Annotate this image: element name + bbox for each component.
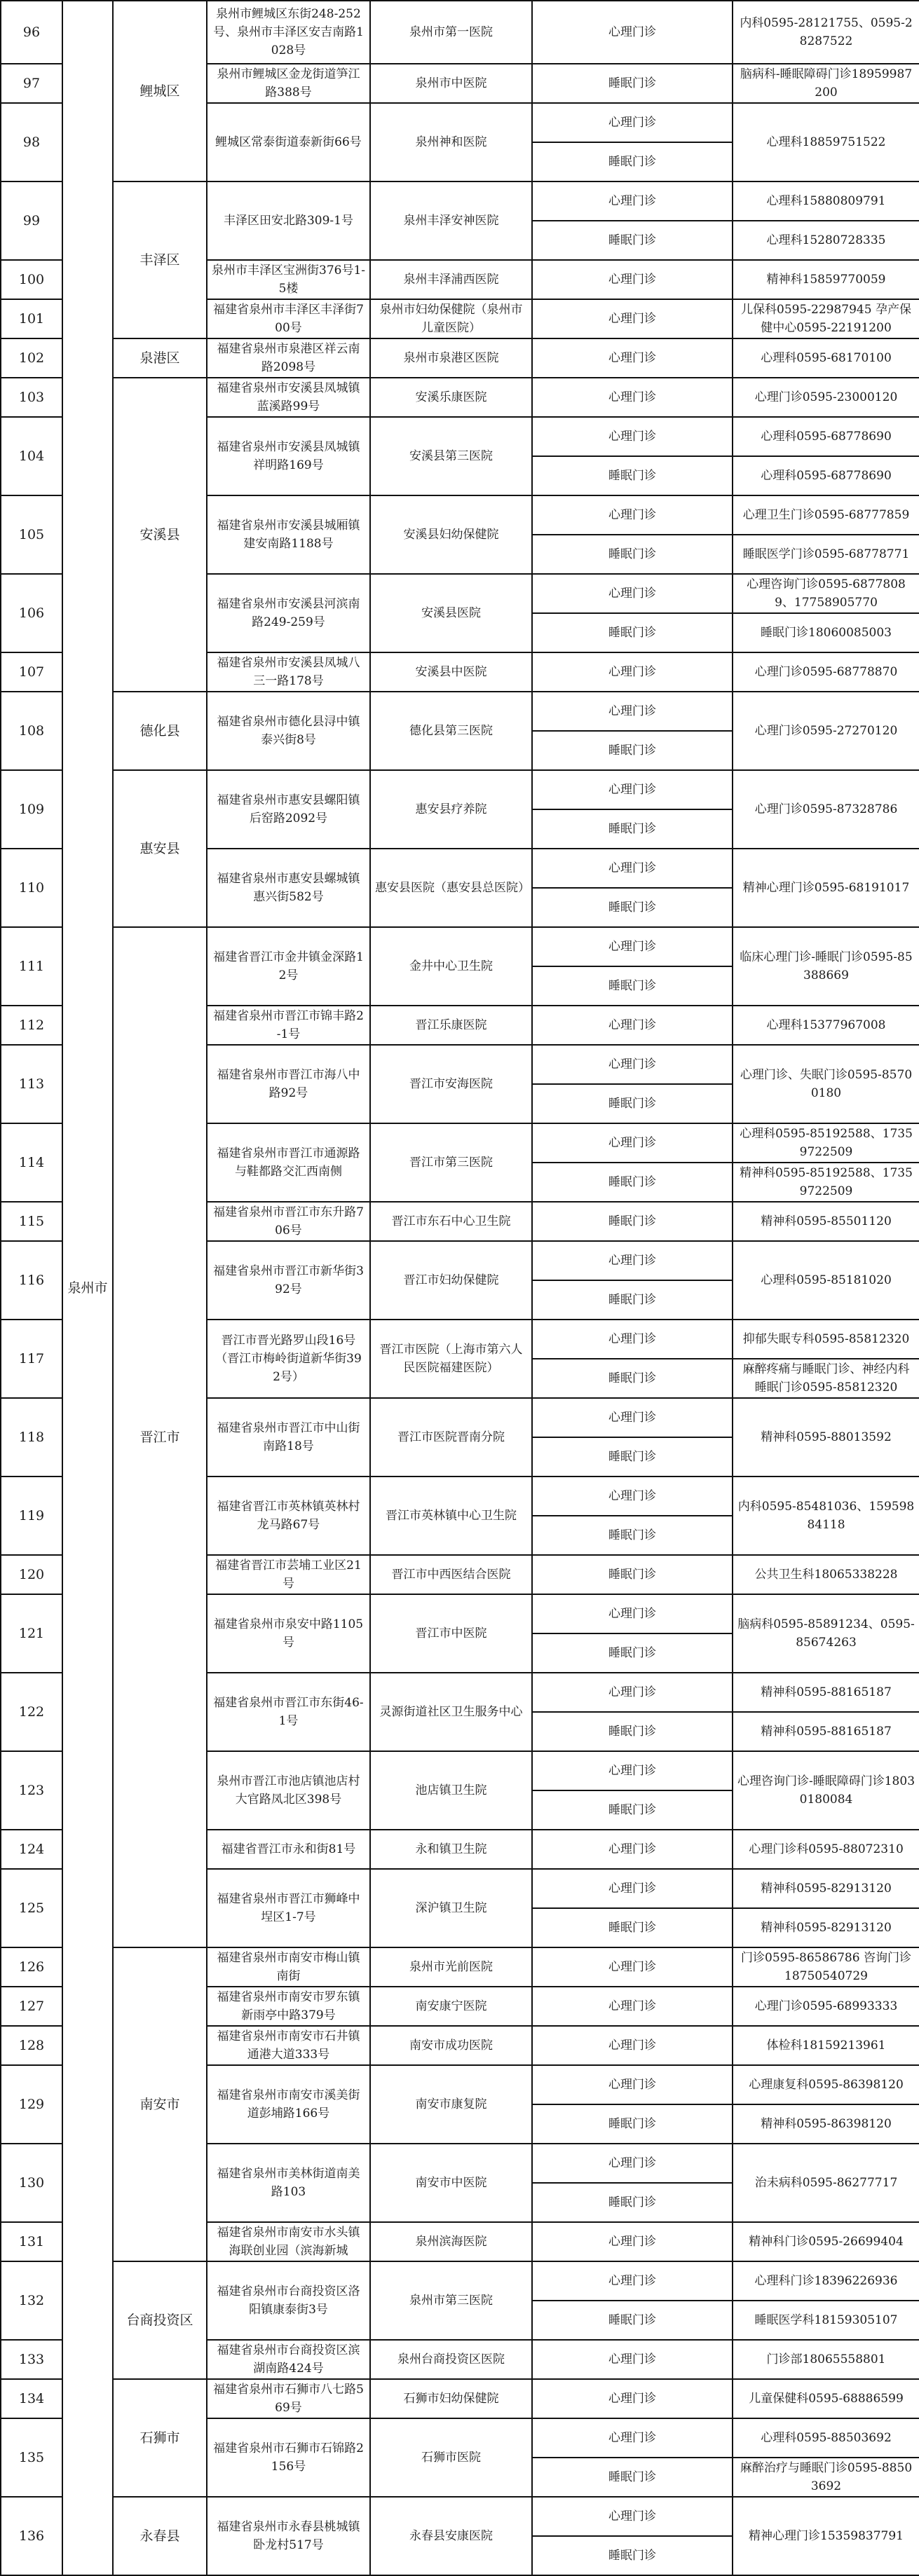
hospital-cell: 晋江市医院晋南分院 xyxy=(370,1398,532,1477)
phone-cell: 精神科0595-85501120 xyxy=(733,1202,919,1241)
phone-cell: 心理科18859751522 xyxy=(733,103,919,181)
address-cell: 福建省泉州市晋江市通源路与鞋都路交汇西南侧 xyxy=(207,1123,370,1202)
hospital-cell: 泉州市光前医院 xyxy=(370,1947,532,1987)
phone-cell: 心理康复科0595-86398120 xyxy=(733,2065,919,2104)
phone-cell: 心理门诊0595-68778870 xyxy=(733,652,919,692)
clinic-type-cell: 心理门诊 xyxy=(532,2418,733,2458)
hospital-cell: 永春县安康医院 xyxy=(370,2497,532,2575)
clinic-type-cell: 心理门诊 xyxy=(532,770,733,809)
row-number: 105 xyxy=(1,495,62,574)
row-number: 100 xyxy=(1,260,62,299)
phone-cell: 治未病科0595-86277717 xyxy=(733,2144,919,2222)
hospital-cell: 德化县第三医院 xyxy=(370,692,532,770)
phone-cell: 精神科0595-82913120 xyxy=(733,1869,919,1908)
table-row xyxy=(1,1,919,64)
hospital-cell: 石狮市妇幼保健院 xyxy=(370,2379,532,2418)
row-number: 119 xyxy=(1,1477,62,1555)
clinic-type-cell: 睡眠门诊 xyxy=(532,1202,733,1241)
clinic-type-cell: 心理门诊 xyxy=(532,103,733,142)
phone-cell: 临床心理门诊-睡眠门诊0595-85388669 xyxy=(733,927,919,1006)
address-cell: 福建省泉州市南安市梅山镇南街 xyxy=(207,1947,370,1987)
district-cell: 鲤城区 xyxy=(113,1,207,181)
table-row xyxy=(1,927,919,966)
row-number: 129 xyxy=(1,2065,62,2144)
clinic-type-cell: 心理门诊 xyxy=(532,1398,733,1437)
phone-cell: 睡眠医学科18159305107 xyxy=(733,2301,919,2340)
row-number: 108 xyxy=(1,692,62,770)
row-number: 109 xyxy=(1,770,62,849)
row-number: 114 xyxy=(1,1123,62,1202)
hospital-cell: 泉州市第三医院 xyxy=(370,2261,532,2340)
phone-cell: 内科0595-85481036、15959884118 xyxy=(733,1477,919,1555)
clinic-type-cell: 心理门诊 xyxy=(532,1751,733,1790)
table-row xyxy=(1,770,919,809)
address-cell: 福建省泉州市惠安县螺阳镇后窑路2092号 xyxy=(207,770,370,849)
address-cell: 泉州市晋江市池店镇池店村大官路凤北区398号 xyxy=(207,1751,370,1830)
phone-cell: 心理科0595-68170100 xyxy=(733,338,919,378)
clinic-type-cell: 睡眠门诊 xyxy=(532,888,733,927)
row-number: 123 xyxy=(1,1751,62,1830)
hospital-cell: 泉州台商投资区医院 xyxy=(370,2340,532,2379)
phone-cell: 心理科15377967008 xyxy=(733,1006,919,1045)
address-cell: 福建省泉州市晋江市东升路706号 xyxy=(207,1202,370,1241)
address-cell: 福建省泉州市安溪县城厢镇建安南路1188号 xyxy=(207,495,370,574)
clinic-type-cell: 睡眠门诊 xyxy=(532,2458,733,2497)
address-cell: 福建省泉州市晋江市中山街南路18号 xyxy=(207,1398,370,1477)
phone-cell: 抑郁失眠专科0595-85812320 xyxy=(733,1320,919,1359)
hospital-cell: 永和镇卫生院 xyxy=(370,1830,532,1869)
address-cell: 泉州市鲤城区东街248-252号、泉州市丰泽区安吉南路1028号 xyxy=(207,1,370,64)
address-cell: 福建省泉州市安溪县凤城镇祥明路169号 xyxy=(207,417,370,495)
hospital-cell: 安溪县医院 xyxy=(370,574,532,652)
phone-cell: 精神科门诊0595-26699404 xyxy=(733,2222,919,2261)
clinic-type-cell: 心理门诊 xyxy=(532,181,733,221)
phone-cell: 心理科0595-88503692 xyxy=(733,2418,919,2458)
address-cell: 福建省泉州市晋江市新华街392号 xyxy=(207,1241,370,1320)
clinic-type-cell: 睡眠门诊 xyxy=(532,2301,733,2340)
address-cell: 泉州市丰泽区宝洲街376号1-5楼 xyxy=(207,260,370,299)
hospital-cell: 南安市康复院 xyxy=(370,2065,532,2144)
hospital-cell: 晋江市中医院 xyxy=(370,1594,532,1673)
hospital-cell: 深沪镇卫生院 xyxy=(370,1869,532,1947)
address-cell: 福建省泉州市安溪县河滨南路249-259号 xyxy=(207,574,370,652)
clinic-type-cell: 心理门诊 xyxy=(532,849,733,888)
hospital-cell: 晋江市东石中心卫生院 xyxy=(370,1202,532,1241)
clinic-type-cell: 心理门诊 xyxy=(532,2261,733,2301)
row-number: 117 xyxy=(1,1320,62,1398)
table-row xyxy=(1,338,919,378)
clinic-type-cell: 心理门诊 xyxy=(532,1,733,64)
phone-cell: 门诊0595-86586786 咨询门诊18750540729 xyxy=(733,1947,919,1987)
address-cell: 福建省泉州市丰泽区丰泽街700号 xyxy=(207,299,370,338)
hospital-cell: 安溪县中医院 xyxy=(370,652,532,692)
phone-cell: 精神心理门诊15359837791 xyxy=(733,2497,919,2575)
phone-cell: 心理卫生门诊0595-68777859 xyxy=(733,495,919,535)
phone-cell: 体检科18159213961 xyxy=(733,2026,919,2065)
row-number: 104 xyxy=(1,417,62,495)
clinic-type-cell: 睡眠门诊 xyxy=(532,966,733,1006)
row-number: 130 xyxy=(1,2144,62,2222)
row-number: 118 xyxy=(1,1398,62,1477)
city-cell: 泉州市 xyxy=(62,1,113,2575)
address-cell: 福建省泉州市永春县桃城镇卧龙村517号 xyxy=(207,2497,370,2575)
hospital-cell: 石狮市医院 xyxy=(370,2418,532,2497)
row-number: 127 xyxy=(1,1987,62,2026)
clinic-type-cell: 心理门诊 xyxy=(532,574,733,613)
clinic-type-cell: 心理门诊 xyxy=(532,1673,733,1712)
table-row xyxy=(1,1947,919,1987)
clinic-type-cell: 心理门诊 xyxy=(532,2497,733,2536)
phone-cell: 精神心理门诊0595-68191017 xyxy=(733,849,919,927)
address-cell: 福建省泉州市泉安中路1105号 xyxy=(207,1594,370,1673)
table-row xyxy=(1,2379,919,2418)
phone-cell: 心理门诊0595-68993333 xyxy=(733,1987,919,2026)
phone-cell: 睡眠门诊18060085003 xyxy=(733,613,919,652)
clinic-type-cell: 睡眠门诊 xyxy=(532,1555,733,1594)
phone-cell: 儿童保健科0595-68886599 xyxy=(733,2379,919,2418)
row-number: 135 xyxy=(1,2418,62,2497)
phone-cell: 睡眠医学门诊0595-68778771 xyxy=(733,535,919,574)
phone-cell: 心理科15280728335 xyxy=(733,221,919,260)
district-cell: 台商投资区 xyxy=(113,2261,207,2379)
hospital-cell: 晋江市第三医院 xyxy=(370,1123,532,1202)
row-number: 125 xyxy=(1,1869,62,1947)
phone-cell: 心理咨询门诊0595-68778089、17758905770 xyxy=(733,574,919,613)
hospital-cell: 泉州市泉港区医院 xyxy=(370,338,532,378)
clinic-type-cell: 睡眠门诊 xyxy=(532,1516,733,1555)
clinic-type-cell: 心理门诊 xyxy=(532,1477,733,1516)
hospital-cell: 泉州市第一医院 xyxy=(370,1,532,64)
phone-cell: 儿保科0595-22987945 孕产保健中心0595-22191200 xyxy=(733,299,919,338)
phone-cell: 心理科0595-85181020 xyxy=(733,1241,919,1320)
phone-cell: 心理门诊0595-23000120 xyxy=(733,378,919,417)
address-cell: 福建省泉州市石狮市石锦路2156号 xyxy=(207,2418,370,2497)
phone-cell: 脑病科-睡眠障碍门诊18959987200 xyxy=(733,64,919,103)
address-cell: 福建省晋江市芸埔工业区21号 xyxy=(207,1555,370,1594)
district-cell: 南安市 xyxy=(113,1947,207,2261)
row-number: 110 xyxy=(1,849,62,927)
address-cell: 福建省泉州市南安市石井镇通港大道333号 xyxy=(207,2026,370,2065)
clinic-type-cell: 睡眠门诊 xyxy=(532,2536,733,2575)
row-number: 122 xyxy=(1,1673,62,1751)
clinic-type-cell: 心理门诊 xyxy=(532,299,733,338)
address-cell: 福建省泉州市台商投资区洛阳镇康泰街3号 xyxy=(207,2261,370,2340)
address-cell: 福建省泉州市石狮市八七路569号 xyxy=(207,2379,370,2418)
hospital-cell: 池店镇卫生院 xyxy=(370,1751,532,1830)
hospital-cell: 灵源街道社区卫生服务中心 xyxy=(370,1673,532,1751)
phone-cell: 心理科0595-68778690 xyxy=(733,417,919,456)
phone-cell: 精神科0595-88165187 xyxy=(733,1712,919,1751)
clinic-type-cell: 睡眠门诊 xyxy=(532,1790,733,1830)
district-cell: 惠安县 xyxy=(113,770,207,927)
address-cell: 福建省泉州市惠安县螺城镇惠兴街582号 xyxy=(207,849,370,927)
clinic-type-cell: 心理门诊 xyxy=(532,2026,733,2065)
table-row xyxy=(1,378,919,417)
clinic-type-cell: 心理门诊 xyxy=(532,1045,733,1084)
clinic-type-cell: 心理门诊 xyxy=(532,1987,733,2026)
row-number: 102 xyxy=(1,338,62,378)
clinic-type-cell: 睡眠门诊 xyxy=(532,1712,733,1751)
clinic-type-cell: 心理门诊 xyxy=(532,1320,733,1359)
clinic-type-cell: 心理门诊 xyxy=(532,2340,733,2379)
clinic-type-cell: 睡眠门诊 xyxy=(532,1908,733,1947)
district-cell: 德化县 xyxy=(113,692,207,770)
clinic-type-cell: 心理门诊 xyxy=(532,495,733,535)
address-cell: 福建省泉州市南安市水头镇海联创业园（滨海新城 xyxy=(207,2222,370,2261)
clinic-type-cell: 心理门诊 xyxy=(532,927,733,966)
clinic-type-cell: 心理门诊 xyxy=(532,338,733,378)
hospital-cell: 安溪县妇幼保健院 xyxy=(370,495,532,574)
hospital-cell: 泉州市妇幼保健院（泉州市儿童医院） xyxy=(370,299,532,338)
clinic-type-cell: 睡眠门诊 xyxy=(532,2104,733,2144)
hospital-cell: 泉州丰泽安神医院 xyxy=(370,181,532,260)
row-number: 128 xyxy=(1,2026,62,2065)
clinic-type-cell: 睡眠门诊 xyxy=(532,1084,733,1123)
row-number: 107 xyxy=(1,652,62,692)
row-number: 136 xyxy=(1,2497,62,2575)
hospital-cell: 泉州市中医院 xyxy=(370,64,532,103)
address-cell: 福建省泉州市泉港区祥云南路2098号 xyxy=(207,338,370,378)
clinic-type-cell: 睡眠门诊 xyxy=(532,221,733,260)
phone-cell: 麻醉疼痛与睡眠门诊、神经内科睡眠门诊0595-85812320 xyxy=(733,1359,919,1398)
address-cell: 福建省泉州市晋江市海八中路92号 xyxy=(207,1045,370,1123)
phone-cell: 心理科门诊18396226936 xyxy=(733,2261,919,2301)
clinic-type-cell: 心理门诊 xyxy=(532,652,733,692)
clinic-type-cell: 心理门诊 xyxy=(532,1241,733,1280)
row-number: 112 xyxy=(1,1006,62,1045)
hospital-cell: 晋江市安海医院 xyxy=(370,1045,532,1123)
clinic-type-cell: 心理门诊 xyxy=(532,2222,733,2261)
hospital-cell: 南安市成功医院 xyxy=(370,2026,532,2065)
hospital-cell: 安溪县第三医院 xyxy=(370,417,532,495)
phone-cell: 心理门诊0595-27270120 xyxy=(733,692,919,770)
row-number: 111 xyxy=(1,927,62,1006)
phone-cell: 精神科0595-86398120 xyxy=(733,2104,919,2144)
clinic-type-cell: 睡眠门诊 xyxy=(532,731,733,770)
address-cell: 福建省泉州市南安市罗东镇新雨亭中路379号 xyxy=(207,1987,370,2026)
phone-cell: 公共卫生科18065338228 xyxy=(733,1555,919,1594)
row-number: 120 xyxy=(1,1555,62,1594)
phone-cell: 精神科0595-82913120 xyxy=(733,1908,919,1947)
clinic-type-cell: 心理门诊 xyxy=(532,1830,733,1869)
address-cell: 福建省泉州市德化县浔中镇泰兴街8号 xyxy=(207,692,370,770)
hospital-cell: 安溪乐康医院 xyxy=(370,378,532,417)
hospital-cell: 南安市中医院 xyxy=(370,2144,532,2222)
table-row xyxy=(1,181,919,221)
district-cell: 永春县 xyxy=(113,2497,207,2575)
clinic-type-cell: 睡眠门诊 xyxy=(532,1163,733,1202)
address-cell: 鲤城区常泰街道泰新街66号 xyxy=(207,103,370,181)
hospital-cell: 泉州神和医院 xyxy=(370,103,532,181)
phone-cell: 心理门诊科0595-88072310 xyxy=(733,1830,919,1869)
address-cell: 福建省泉州市台商投资区滨湖南路424号 xyxy=(207,2340,370,2379)
clinic-type-cell: 睡眠门诊 xyxy=(532,1359,733,1398)
clinic-type-cell: 睡眠门诊 xyxy=(532,64,733,103)
phone-cell: 心理门诊、失眠门诊0595-85700180 xyxy=(733,1045,919,1123)
phone-cell: 门诊部18065558801 xyxy=(733,2340,919,2379)
address-cell: 丰泽区田安北路309-1号 xyxy=(207,181,370,260)
row-number: 97 xyxy=(1,64,62,103)
address-cell: 晋江市晋光路罗山段16号（晋江市梅岭街道新华街392号） xyxy=(207,1320,370,1398)
hospital-cell: 晋江市妇幼保健院 xyxy=(370,1241,532,1320)
phone-cell: 脑病科0595-85891234、0595-85674263 xyxy=(733,1594,919,1673)
hospital-cell: 惠安县疗养院 xyxy=(370,770,532,849)
row-number: 101 xyxy=(1,299,62,338)
address-cell: 福建省泉州市晋江市狮峰中埕区1-7号 xyxy=(207,1869,370,1947)
clinic-type-cell: 睡眠门诊 xyxy=(532,535,733,574)
hospital-cell: 晋江市中西医结合医院 xyxy=(370,1555,532,1594)
row-number: 133 xyxy=(1,2340,62,2379)
address-cell: 福建省晋江市英林镇英林村龙马路67号 xyxy=(207,1477,370,1555)
clinic-type-cell: 心理门诊 xyxy=(532,417,733,456)
clinic-type-cell: 心理门诊 xyxy=(532,692,733,731)
row-number: 106 xyxy=(1,574,62,652)
clinic-type-cell: 心理门诊 xyxy=(532,1947,733,1987)
clinic-type-cell: 心理门诊 xyxy=(532,260,733,299)
phone-cell: 精神科0595-88165187 xyxy=(733,1673,919,1712)
phone-cell: 心理科0595-68778690 xyxy=(733,456,919,495)
table-row xyxy=(1,2497,919,2536)
phone-cell: 麻醉治疗与睡眠门诊0595-88503692 xyxy=(733,2458,919,2497)
hospital-cell: 晋江乐康医院 xyxy=(370,1006,532,1045)
clinic-type-cell: 心理门诊 xyxy=(532,2065,733,2104)
clinic-type-cell: 心理门诊 xyxy=(532,1869,733,1908)
hospital-cell: 金井中心卫生院 xyxy=(370,927,532,1006)
address-cell: 福建省泉州市南安市溪美街道彭埔路166号 xyxy=(207,2065,370,2144)
row-number: 116 xyxy=(1,1241,62,1320)
clinic-type-cell: 睡眠门诊 xyxy=(532,142,733,181)
clinic-type-cell: 睡眠门诊 xyxy=(532,1633,733,1673)
phone-cell: 心理咨询门诊-睡眠障碍门诊18030180084 xyxy=(733,1751,919,1830)
row-number: 132 xyxy=(1,2261,62,2340)
row-number: 126 xyxy=(1,1947,62,1987)
address-cell: 泉州市鲤城区金龙街道笋江路388号 xyxy=(207,64,370,103)
row-number: 134 xyxy=(1,2379,62,2418)
row-number: 113 xyxy=(1,1045,62,1123)
clinic-type-cell: 心理门诊 xyxy=(532,2379,733,2418)
clinic-type-cell: 睡眠门诊 xyxy=(532,809,733,849)
clinic-type-cell: 心理门诊 xyxy=(532,1006,733,1045)
row-number: 124 xyxy=(1,1830,62,1869)
phone-cell: 心理科0595-85192588、17359722509 xyxy=(733,1123,919,1163)
row-number: 98 xyxy=(1,103,62,181)
address-cell: 福建省晋江市永和街81号 xyxy=(207,1830,370,1869)
hospital-cell: 泉州滨海医院 xyxy=(370,2222,532,2261)
phone-cell: 心理科15880809791 xyxy=(733,181,919,221)
hospital-cell: 南安康宁医院 xyxy=(370,1987,532,2026)
row-number: 115 xyxy=(1,1202,62,1241)
hospital-cell: 晋江市英林镇中心卫生院 xyxy=(370,1477,532,1555)
table-row xyxy=(1,2261,919,2301)
district-cell: 石狮市 xyxy=(113,2379,207,2497)
clinic-type-cell: 心理门诊 xyxy=(532,1594,733,1633)
hospital-cell: 晋江市医院（上海市第六人民医院福建医院） xyxy=(370,1320,532,1398)
row-number: 99 xyxy=(1,181,62,260)
clinic-type-cell: 睡眠门诊 xyxy=(532,456,733,495)
district-cell: 泉港区 xyxy=(113,338,207,378)
clinic-type-cell: 睡眠门诊 xyxy=(532,613,733,652)
clinic-type-cell: 心理门诊 xyxy=(532,378,733,417)
address-cell: 福建省晋江市金井镇金深路12号 xyxy=(207,927,370,1006)
phone-cell: 精神科0595-88013592 xyxy=(733,1398,919,1477)
address-cell: 福建省泉州市安溪县凤城八三一路178号 xyxy=(207,652,370,692)
row-number: 131 xyxy=(1,2222,62,2261)
clinic-type-cell: 睡眠门诊 xyxy=(532,1280,733,1320)
district-cell: 安溪县 xyxy=(113,378,207,692)
clinic-type-cell: 心理门诊 xyxy=(532,2144,733,2183)
row-number: 103 xyxy=(1,378,62,417)
row-number: 96 xyxy=(1,1,62,64)
hospital-cell: 惠安县医院（惠安县总医院） xyxy=(370,849,532,927)
clinic-table-body xyxy=(1,1,919,2575)
clinic-type-cell: 睡眠门诊 xyxy=(532,1437,733,1477)
phone-cell: 精神科15859770059 xyxy=(733,260,919,299)
clinic-type-cell: 心理门诊 xyxy=(532,1123,733,1163)
phone-cell: 心理门诊0595-87328786 xyxy=(733,770,919,849)
phone-cell: 精神科0595-85192588、17359722509 xyxy=(733,1163,919,1202)
hospital-cell: 泉州丰泽浦西医院 xyxy=(370,260,532,299)
district-cell: 丰泽区 xyxy=(113,181,207,338)
phone-cell: 内科0595-28121755、0595-28287522 xyxy=(733,1,919,64)
district-cell: 晋江市 xyxy=(113,927,207,1947)
row-number: 121 xyxy=(1,1594,62,1673)
address-cell: 福建省泉州市晋江市锦丰路2-1号 xyxy=(207,1006,370,1045)
table-row xyxy=(1,692,919,731)
address-cell: 福建省泉州市美林街道南美路103 xyxy=(207,2144,370,2222)
address-cell: 福建省泉州市安溪县凤城镇蓝溪路99号 xyxy=(207,378,370,417)
clinic-type-cell: 睡眠门诊 xyxy=(532,2183,733,2222)
address-cell: 福建省泉州市晋江市东街46-1号 xyxy=(207,1673,370,1751)
